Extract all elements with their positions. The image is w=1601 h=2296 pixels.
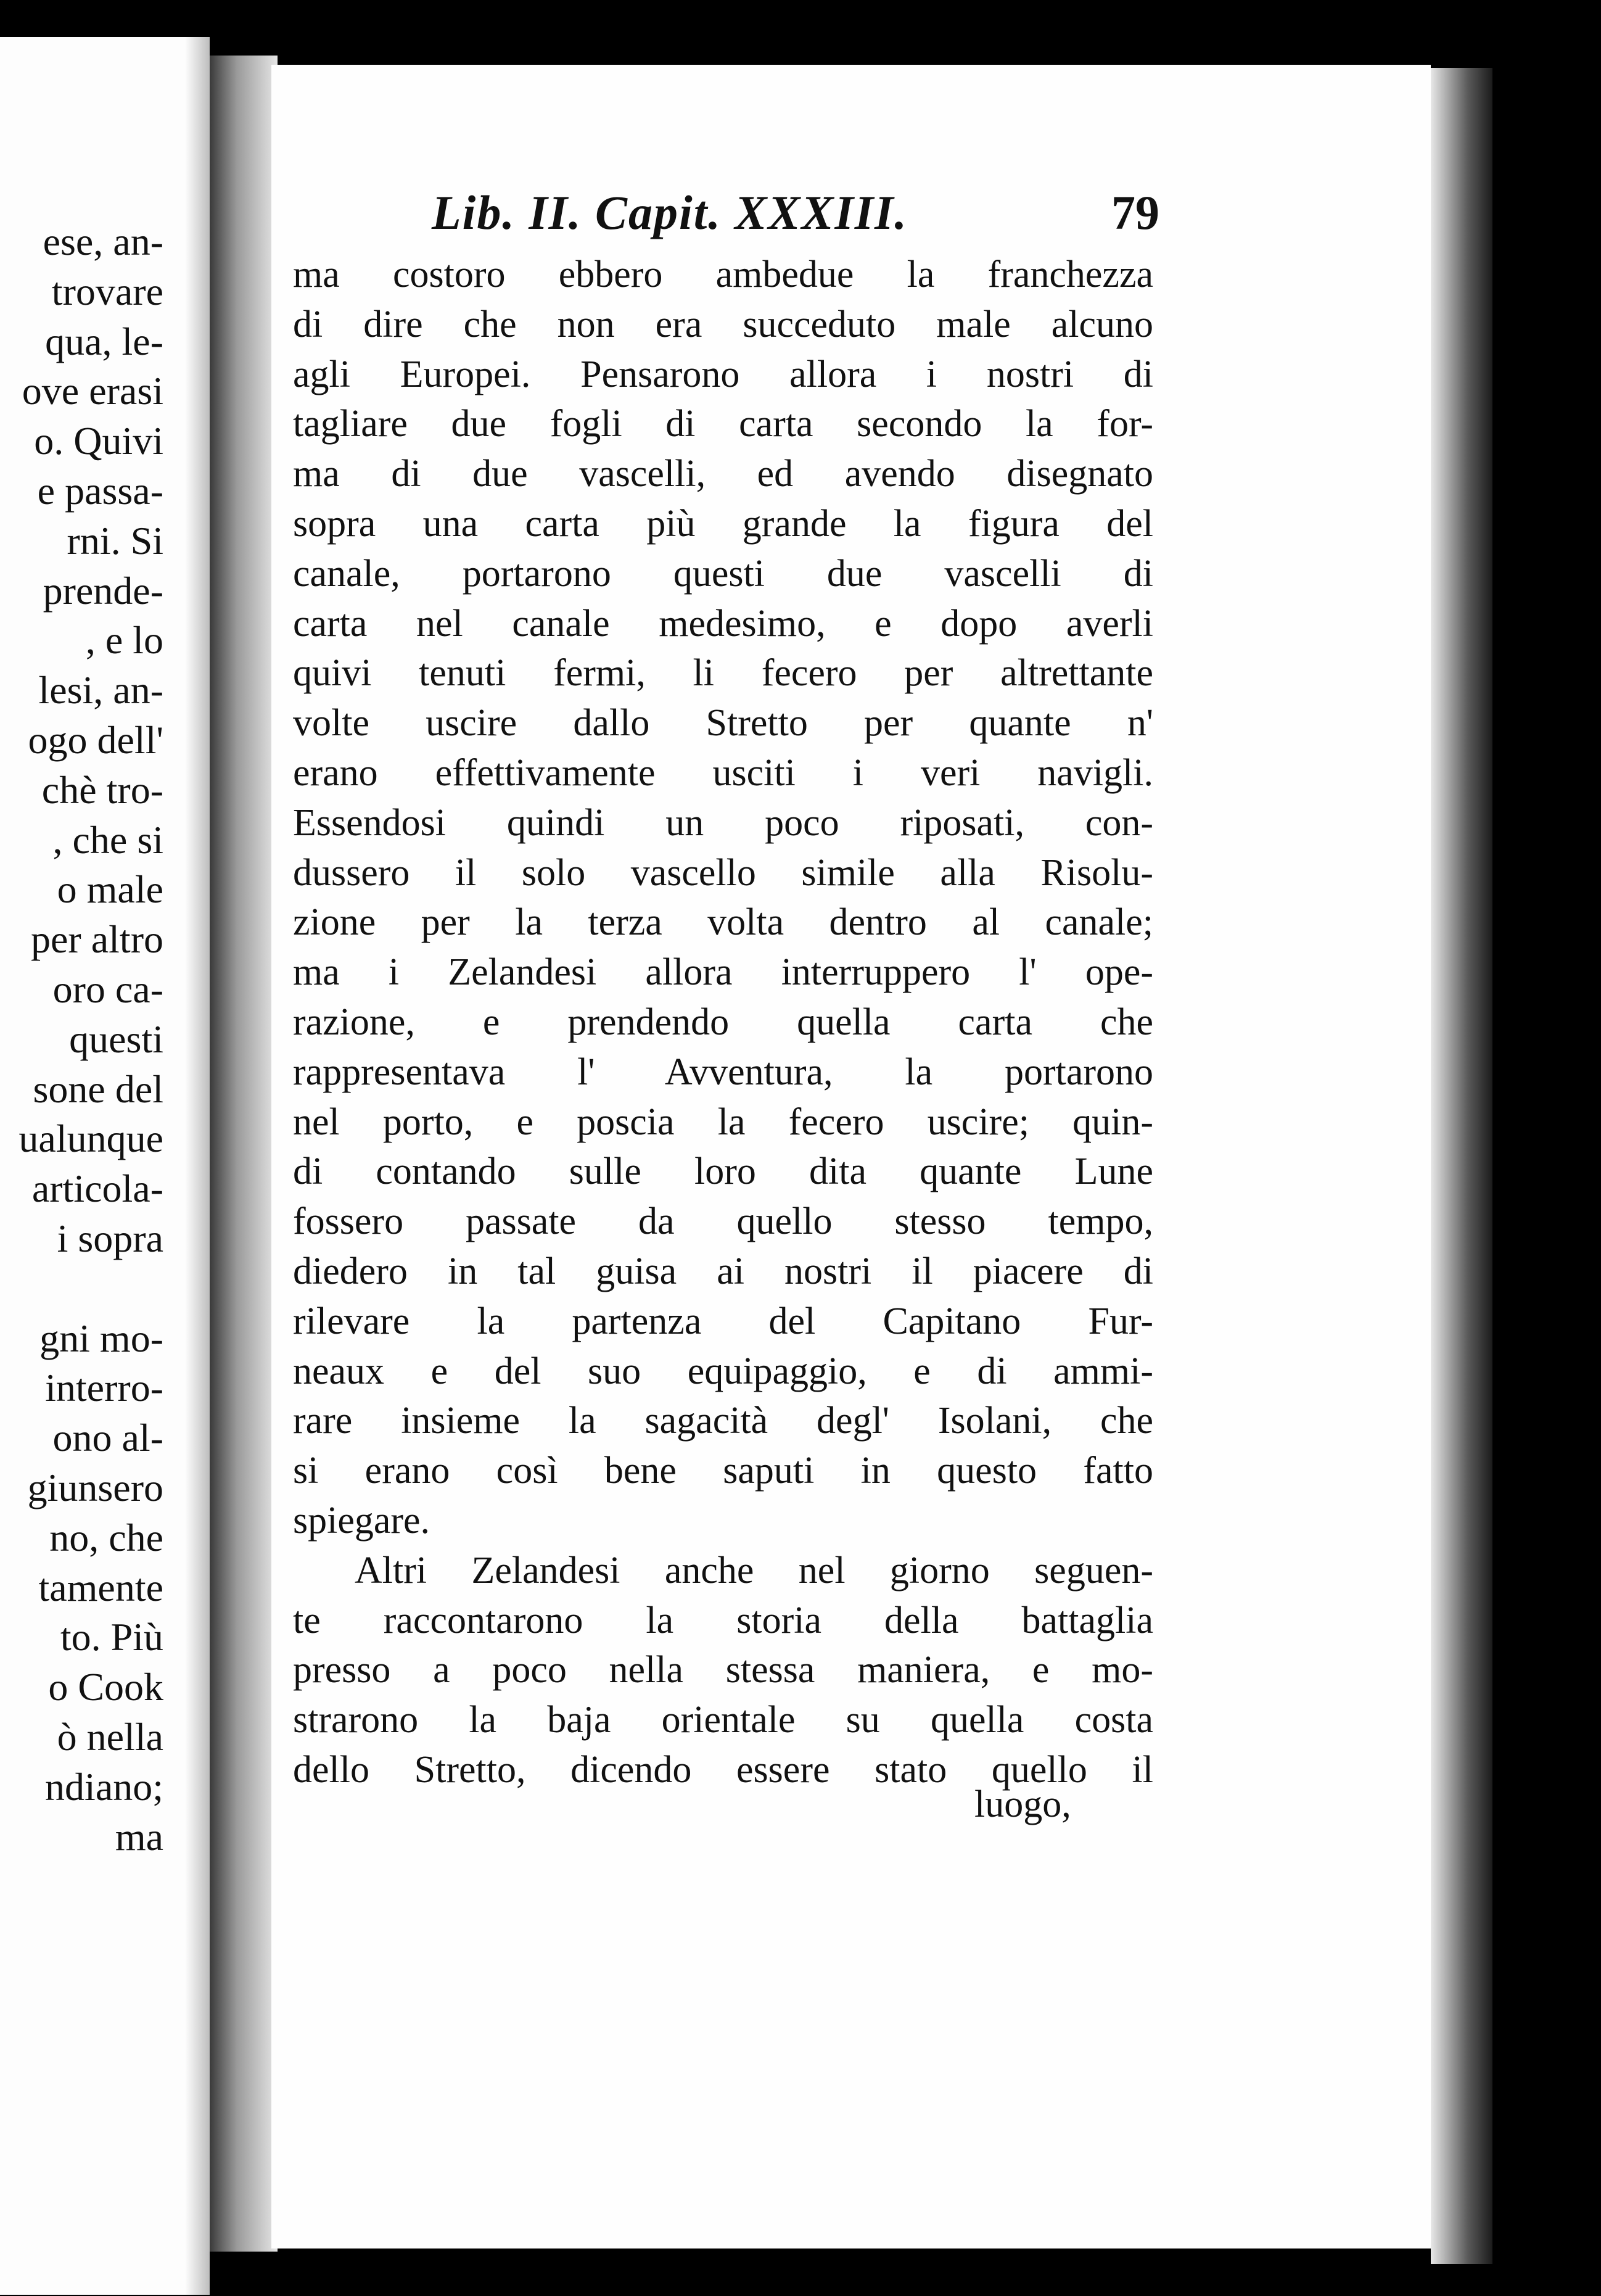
text-line: sopra una carta più grande la figura del — [293, 502, 1153, 545]
text-line: te raccontarono la storia della battaglia — [293, 1599, 1153, 1641]
left-page-line: ma — [115, 1814, 163, 1859]
left-page-line: per altro — [31, 917, 163, 962]
text-line: agli Europei. Pensarono allora i nostri di — [293, 353, 1153, 395]
text-line: razione, e prendendo quella carta che — [293, 1001, 1153, 1043]
page-number: 79 — [1111, 186, 1159, 239]
left-page-line: ndiano; — [45, 1764, 163, 1809]
left-page-line: ese, an- — [43, 220, 163, 263]
text-line: volte uscire dallo Stretto per quante n' — [293, 702, 1153, 745]
left-page-line: oro ca- — [52, 967, 163, 1011]
left-page-line: o male — [57, 867, 163, 912]
text-line: nel porto, e poscia la fecero uscire; quin- — [293, 1101, 1153, 1143]
text-line: canale, portarono questi due vascelli di — [293, 552, 1153, 595]
left-page-line: rni. Si — [67, 518, 163, 563]
text-line: dussero il solo vascello simile alla Risolu- — [293, 851, 1153, 894]
text-line: ma i Zelandesi allora interruppero l' ope- — [293, 951, 1153, 994]
left-page-line: , e lo — [85, 618, 163, 663]
text-line: dello Stretto, dicendo essere stato quello il — [293, 1748, 1153, 1791]
left-page-line: qua, le- — [45, 319, 163, 363]
text-line: ma di due vascelli, ed avendo disegnato — [293, 453, 1153, 495]
left-page-line: giunsero — [27, 1465, 163, 1509]
text-line: strarono la baja orientale su quella costa — [293, 1699, 1153, 1741]
text-line: zione per la terza volta dentro al canale; — [293, 901, 1153, 944]
left-page-line: articola- — [31, 1167, 163, 1211]
left-facing-page — [0, 37, 210, 2295]
left-page-line: i sopra — [57, 1216, 163, 1260]
left-page-line: e passa- — [37, 468, 163, 513]
text-line: rare insieme la sagacità degl' Isolani, che — [293, 1400, 1153, 1442]
left-page-line: prende- — [43, 568, 163, 613]
left-page-line: questi — [69, 1017, 163, 1061]
text-line: fossero passate da quello stesso tempo, — [293, 1200, 1153, 1243]
text-line: rilevare la partenza del Capitano Fur- — [293, 1300, 1153, 1342]
left-page-line: chè tro- — [41, 767, 163, 812]
body-text — [293, 250, 1153, 1795]
left-page-line: ogo dell' — [28, 717, 163, 762]
left-page-line: tamente — [38, 1565, 163, 1609]
left-page-line: o Cook — [48, 1665, 163, 1709]
text-line: presso a poco nella stessa maniera, e mo- — [293, 1649, 1153, 1691]
text-line: Altri Zelandesi anche nel giorno seguen- — [355, 1549, 1153, 1592]
text-line: ma costoro ebbero ambedue la franchezza — [293, 254, 1153, 295]
text-line: quivi tenuti fermi, li fecero per altrettante — [293, 652, 1153, 695]
left-page-line: ove erasi — [22, 369, 163, 413]
page-edges — [1431, 68, 1492, 2264]
left-page-line: gni mo- — [39, 1316, 163, 1360]
left-page-line: interro- — [45, 1366, 163, 1410]
text-line: si erano così bene saputi in questo fatto — [293, 1450, 1153, 1492]
left-page-line: to. Più — [60, 1615, 163, 1659]
text-line: neaux e del suo equipaggio, e di ammi- — [293, 1350, 1153, 1392]
left-page-line — [0, 1264, 163, 1314]
catchword: luogo, — [974, 1783, 1071, 1825]
left-page-line: sone del — [33, 1067, 163, 1111]
text-line: tagliare due fogli di carta secondo la for- — [293, 403, 1153, 445]
left-page-line: no, che — [49, 1515, 163, 1559]
left-page-line: o. Quivi — [34, 419, 163, 463]
text-line: di contando sulle loro dita quante Lune — [293, 1150, 1153, 1193]
text-line: Essendosi quindi un poco riposati, con- — [293, 801, 1153, 844]
text-line: rappresentava l' Avventura, la portarono — [293, 1051, 1153, 1093]
left-page-line: trovare — [51, 269, 163, 313]
text-line: di dire che non era succeduto male alcuno — [293, 303, 1153, 345]
left-page-line: ono al- — [52, 1416, 163, 1460]
text-line: carta nel canale medesimo, e dopo averli — [293, 602, 1153, 645]
running-head-title: Lib. II. Capit. XXXIII. — [432, 186, 908, 239]
book-gutter — [210, 56, 278, 2252]
left-page-text-fragments — [0, 217, 163, 1862]
left-page-gutter-shadow — [185, 37, 210, 2295]
text-line: erano effettivamente usciti i veri navigli. — [293, 751, 1153, 794]
left-page-line: lesi, an- — [38, 668, 163, 712]
running-head — [432, 185, 1159, 241]
left-page-line: ualunque — [19, 1117, 163, 1161]
text-line: spiegare. — [293, 1499, 430, 1542]
left-page-line: , che si — [52, 817, 163, 862]
text-line: diedero in tal guisa ai nostri il piacere di — [293, 1250, 1153, 1292]
left-page-line: ò nella — [57, 1714, 163, 1759]
